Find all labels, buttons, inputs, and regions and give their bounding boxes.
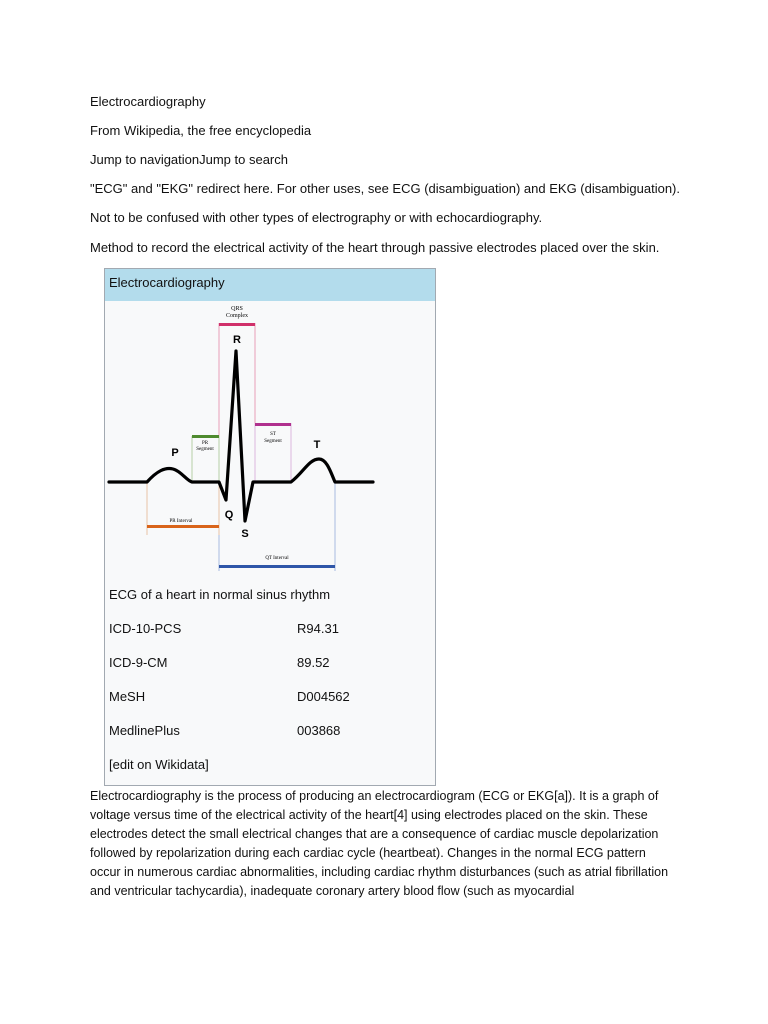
st-segment-bar <box>255 423 291 426</box>
st-segment-label-line1: ST <box>270 432 276 437</box>
st-segment-label-line2: Segment <box>264 439 282 444</box>
row-label[interactable]: MeSH <box>109 689 146 704</box>
pr-segment-bar <box>192 435 219 438</box>
row-label[interactable]: ICD-10-PCS <box>109 621 182 636</box>
infobox-title: Electrocardiography <box>105 269 435 301</box>
row-label[interactable]: MedlinePlus <box>109 723 180 738</box>
infobox-row-mesh <box>109 689 429 705</box>
short-description: Method to record the electrical activity of the heart through passive electrodes placed over the skin. <box>90 240 660 255</box>
jump-links[interactable]: Jump to navigationJump to search <box>90 152 288 167</box>
wave-p-label: P <box>171 447 179 459</box>
row-value[interactable]: R94.31 <box>297 621 339 636</box>
pr-segment-label-line2: Segment <box>196 447 214 452</box>
qrs-label-line2: Complex <box>226 313 248 319</box>
qt-interval-label: QT Interval <box>265 556 289 561</box>
row-label[interactable]: ICD-9-CM <box>109 655 168 670</box>
article-title: Electrocardiography <box>90 94 206 109</box>
infobox-row-icd9 <box>109 655 429 671</box>
article-source: From Wikipedia, the free encyclopedia <box>90 123 312 138</box>
qrs-label-line1: QRS <box>231 306 243 312</box>
pr-interval-label: PR Interval <box>169 519 193 524</box>
pr-interval-bar <box>147 525 219 528</box>
row-value[interactable]: 003868 <box>297 723 341 738</box>
infobox-row-icd10 <box>109 621 429 637</box>
qt-interval-bar <box>219 565 335 568</box>
article-body-paragraph: Electrocardiography is the process of producing an electrocardiogram (ECG or EKG[a]). It is a graph of voltage versus time of the electrical activity of the heart[4] using electrodes placed on the skin. These electrodes detect the small electrical changes that are a consequence of cardiac muscle depolarization followed by repolarization during each cardiac cycle (heartbeat). Changes in the normal ECG pattern occur in numerous cardiac abnormalities, including cardiac rhythm disturbances (such as atrial fibrillation and ventricular tachycardia), inadequate coronary artery blood flow (such as myocardial <box>90 789 669 898</box>
wave-r-label: R <box>233 334 241 346</box>
ecg-diagram <box>105 301 435 591</box>
ecg-trace <box>109 351 373 521</box>
row-value[interactable]: 89.52 <box>297 655 330 670</box>
infobox-caption: ECG of a heart in normal sinus rhythm <box>109 587 331 602</box>
confusion-note: Not to be confused with other types of electrography or with echocardiography. <box>90 210 543 225</box>
infobox <box>104 268 436 786</box>
edit-on-wikidata-link[interactable]: [edit on Wikidata] <box>109 757 209 772</box>
qrs-bar <box>219 323 255 326</box>
redirect-note: "ECG" and "EKG" redirect here. For other uses, see ECG (disambiguation) and EKG (disambiguation). <box>90 181 681 196</box>
wave-q-label: Q <box>224 509 234 521</box>
wave-s-label: S <box>241 528 249 540</box>
infobox-row-medlineplus <box>109 723 429 739</box>
row-value[interactable]: D004562 <box>297 689 350 704</box>
pr-segment-label-line1: PR <box>201 441 209 446</box>
wave-t-label: T <box>313 439 321 451</box>
